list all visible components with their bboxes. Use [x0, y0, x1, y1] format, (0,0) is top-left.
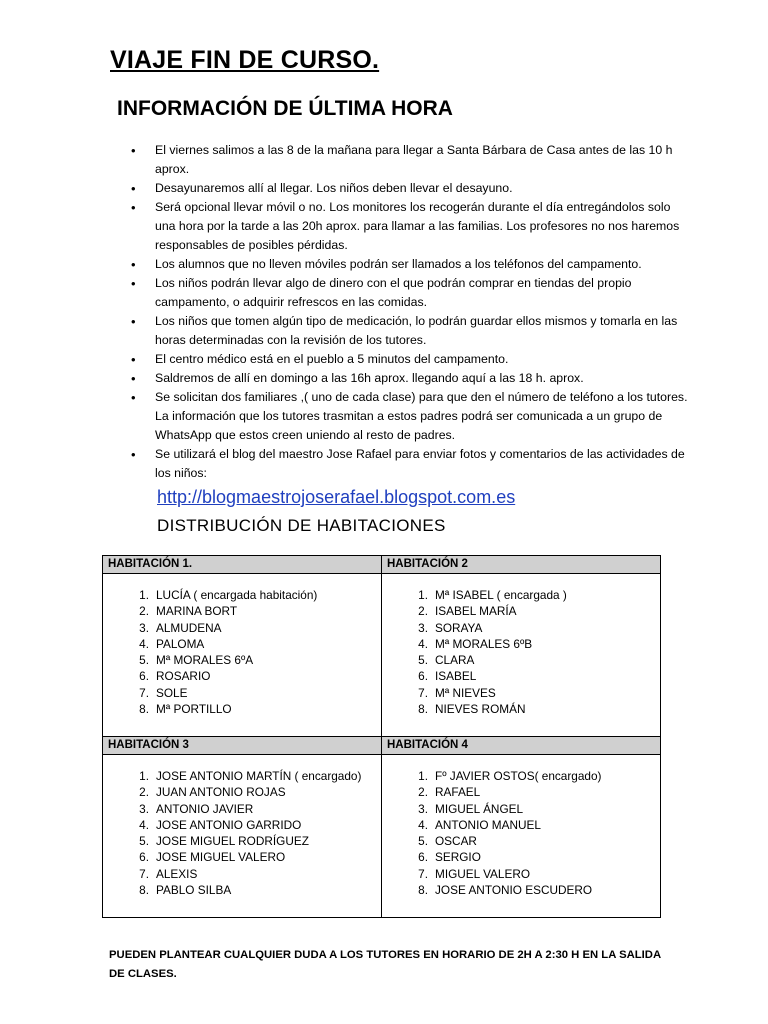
- list-item: 1. Mª ISABEL ( encargada ): [418, 588, 567, 602]
- room-2-list: [382, 587, 660, 717]
- bullet-icon: •: [131, 257, 136, 272]
- footer-note: PUEDEN PLANTEAR CUALQUIER DUDA A LOS TUTORES EN HORARIO DE 2H A 2:30 H EN LA SALIDA DE CLASES.: [109, 949, 661, 980]
- room-2-header: HABITACIÓN 2: [382, 556, 661, 574]
- list-item: 7. SOLE: [139, 685, 188, 700]
- list-item: 3. ALMUDENA: [139, 620, 222, 635]
- list-item: 8. JOSE ANTONIO ESCUDERO: [418, 883, 593, 898]
- list-item: 5. CLARA: [418, 653, 475, 668]
- list-item: 6. JOSE MIGUEL VALERO: [139, 850, 286, 865]
- bullet-item: • Los niños que tomen algún tipo de medicación, lo podrán guardar ellos mismos y tomarla en las horas determinadas con la revisión de los tutores.: [131, 314, 678, 347]
- room-1-list: [103, 587, 381, 717]
- room-3-cell: [103, 755, 382, 918]
- room-3-header: HABITACIÓN 3: [103, 737, 382, 755]
- list-item: 4. ANTONIO MANUEL: [418, 817, 541, 832]
- bullet-item: • Será opcional llevar móvil o no. Los monitores los recogerán durante el día entregándolos solo una hora por la tarde a las 20h aprox. para llamar a las familias. Los profesores no nos haremos responsables de posibles pérdidas.: [131, 200, 680, 252]
- rooms-table: [102, 555, 661, 918]
- list-item: 5. OSCAR: [418, 834, 477, 849]
- room-3-list: [103, 768, 381, 898]
- list-item: 6. SERGIO: [418, 850, 481, 865]
- list-item: 3. SORAYA: [418, 620, 483, 635]
- info-bullet-list: [129, 141, 689, 483]
- bullet-icon: •: [131, 314, 136, 329]
- bullet-item: • El viernes salimos a las 8 de la mañana para llegar a Santa Bárbara de Casa antes de las 10 h aprox.: [131, 143, 673, 176]
- bullet-item: • Saldremos de allí en domingo a las 16h aprox. llegando aquí a las 18 h. aprox.: [131, 371, 584, 386]
- list-item: 6. ROSARIO: [139, 669, 211, 684]
- list-item: 6. ISABEL: [418, 669, 477, 684]
- document-title: VIAJE FIN DE CURSO.: [110, 46, 380, 74]
- list-item: 3. MIGUEL ÁNGEL: [418, 801, 524, 816]
- list-item: 5. Mª MORALES 6ºA: [139, 653, 254, 668]
- list-item: 1. Fº JAVIER OSTOS( encargado): [418, 769, 602, 783]
- blog-link[interactable]: http://blogmaestrojoserafael.blogspot.com.es: [157, 487, 516, 507]
- room-1-cell: [103, 574, 382, 737]
- bullet-icon: •: [131, 143, 136, 158]
- bullet-icon: •: [131, 371, 136, 386]
- bullet-item: • Desayunaremos allí al llegar. Los niños deben llevar el desayuno.: [131, 181, 513, 196]
- list-item: 4. PALOMA: [139, 636, 205, 651]
- list-item: 8. PABLO SILBA: [139, 883, 232, 898]
- bullet-icon: •: [131, 200, 136, 215]
- bullet-item: • Los niños podrán llevar algo de dinero con el que podrán comprar en tiendas del propio campamento, o adquirir refrescos en las comidas.: [131, 276, 632, 309]
- room-4-cell: [382, 755, 661, 918]
- list-item: 8. Mª PORTILLO: [139, 702, 232, 717]
- room-1-header: HABITACIÓN 1.: [103, 556, 382, 574]
- list-item: 2. ISABEL MARÍA: [418, 604, 517, 619]
- list-item: 3. ANTONIO JAVIER: [139, 801, 254, 816]
- bullet-item: • El centro médico está en el pueblo a 5 minutos del campamento.: [131, 352, 509, 367]
- bullet-item: • Los alumnos que no lleven móviles podrán ser llamados a los teléfonos del campamento.: [131, 257, 642, 272]
- list-item: 4. Mª MORALES 6ºB: [418, 636, 533, 651]
- list-item: 1. JOSE ANTONIO MARTÍN ( encargado): [139, 769, 362, 783]
- list-item: 8. NIEVES ROMÁN: [418, 702, 526, 717]
- list-item: 2. MARINA BORT: [139, 604, 238, 619]
- bullet-icon: •: [131, 447, 136, 462]
- list-item: 7. MIGUEL VALERO: [418, 866, 531, 881]
- list-item: 5. JOSE MIGUEL RODRÍGUEZ: [139, 834, 309, 849]
- bullet-icon: •: [131, 276, 136, 291]
- bullet-icon: •: [131, 181, 136, 196]
- list-item: 2. JUAN ANTONIO ROJAS: [139, 785, 286, 800]
- list-item: 2. RAFAEL: [418, 785, 481, 800]
- bullet-icon: •: [131, 390, 136, 405]
- bullet-item: • Se utilizará el blog del maestro Jose Rafael para enviar fotos y comentarios de las actividades de los niños:: [131, 447, 685, 480]
- list-item: 1. LUCÍA ( encargada habitación): [139, 588, 318, 602]
- room-4-list: [382, 768, 660, 898]
- list-item: 7. Mª NIEVES: [418, 685, 496, 700]
- list-item: 4. JOSE ANTONIO GARRIDO: [139, 817, 302, 832]
- list-item: 7. ALEXIS: [139, 866, 198, 881]
- bullet-icon: •: [131, 352, 136, 367]
- document-subtitle: INFORMACIÓN DE ÚLTIMA HORA: [117, 97, 453, 120]
- room-2-cell: [382, 574, 661, 737]
- distribution-heading: DISTRIBUCIÓN DE HABITACIONES: [157, 516, 446, 535]
- bullet-item: • Se solicitan dos familiares ,( uno de cada clase) para que den el número de teléfono a los tutores. La información que los tutores trasmitan a estos padres podrá ser comunicada a un grupo de WhatsApp que estos creen uniendo al resto de padres.: [131, 390, 688, 442]
- room-4-header: HABITACIÓN 4: [382, 737, 661, 755]
